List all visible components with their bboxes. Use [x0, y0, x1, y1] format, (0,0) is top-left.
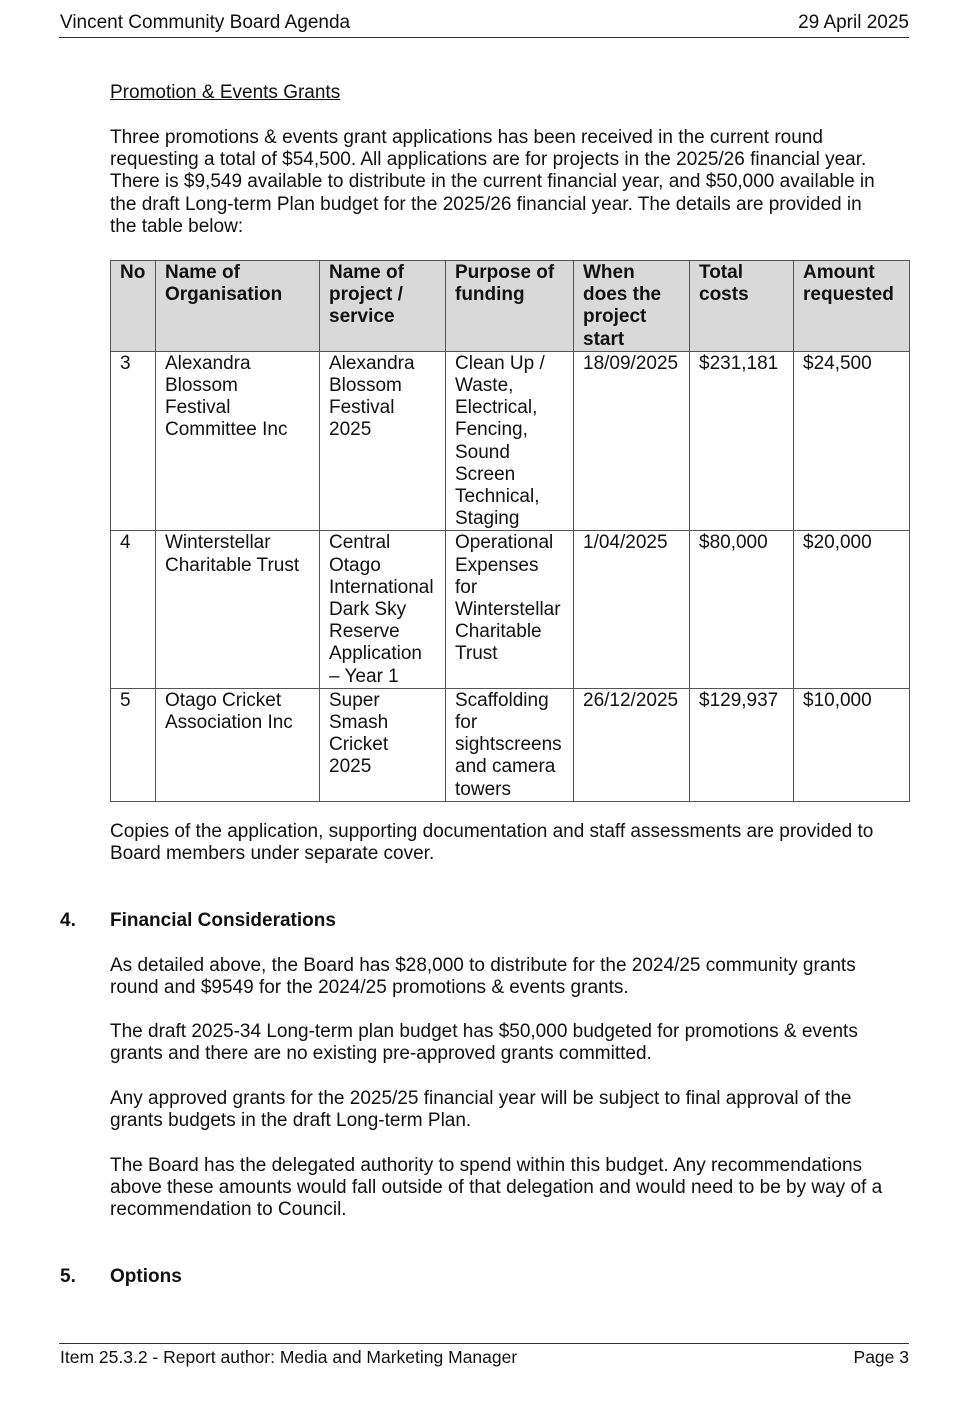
- text-line: Board members under separate cover.: [110, 843, 435, 865]
- header-cell-no: No: [111, 261, 156, 352]
- cell-organisation: Alexandra Blossom Festival Committee Inc: [156, 351, 320, 531]
- table-row: [111, 351, 910, 531]
- financial-paragraph-3: [110, 1088, 910, 1132]
- header-date: 29 April 2025: [798, 12, 909, 33]
- section-5-number: 5.: [60, 1266, 76, 1287]
- cell-organisation: Otago Cricket Association Inc: [156, 688, 320, 801]
- text-line: above these amounts would fall outside of that delegation and would need to be by way of a: [110, 1177, 883, 1199]
- text-line: Any approved grants for the 2025/25 financial year will be subject to final approval of the: [110, 1088, 852, 1109]
- cell-no: 4: [111, 531, 156, 688]
- footer-page-number: Page 3: [853, 1347, 909, 1367]
- text-line: recommendation to Council.: [110, 1199, 347, 1221]
- header-cell-project: Name of project / service: [320, 261, 446, 352]
- text-line: the draft Long-term Plan budget for the 2025/26 financial year. The details are provided in: [110, 193, 862, 215]
- footer-item-reference: Item 25.3.2 - Report author: Media and Marketing Manager: [60, 1347, 518, 1367]
- text-line: The draft 2025-34 Long-term plan budget has $50,000 budgeted for promotions & events: [110, 1021, 858, 1042]
- text-line: requesting a total of $54,500. All applications are for projects in the 2025/26 financial year.: [110, 149, 867, 171]
- cell-purpose: Scaffolding for sightscreens and camera towers: [446, 688, 574, 801]
- promo-heading: Promotion & Events Grants: [110, 82, 341, 103]
- text-line: Three promotions & events grant applications has been received in the current round: [110, 127, 823, 148]
- cell-project: Central Otago International Dark Sky Reserve Application – Year 1: [320, 531, 446, 688]
- cell-total: $129,937: [690, 688, 794, 801]
- text-line: There is $9,549 available to distribute in the current financial year, and $50,000 available in: [110, 171, 875, 193]
- cell-no: 5: [111, 688, 156, 801]
- section-4-title: Financial Considerations: [110, 910, 336, 931]
- header-divider: [59, 37, 909, 38]
- header-cell-start: When does the project start: [574, 261, 690, 352]
- section-5-title: Options: [110, 1266, 182, 1287]
- financial-paragraph-4: [110, 1155, 910, 1222]
- financial-paragraph-2: [110, 1021, 910, 1065]
- cell-requested: $24,500: [794, 351, 910, 531]
- cell-project: Alexandra Blossom Festival 2025: [320, 351, 446, 531]
- cell-requested: $20,000: [794, 531, 910, 688]
- text-line: the table below:: [110, 215, 244, 237]
- text-line: grants budgets in the draft Long-term Plan.: [110, 1110, 472, 1132]
- text-line: Copies of the application, supporting documentation and staff assessments are provided to: [110, 821, 874, 842]
- cell-start: 26/12/2025: [574, 688, 690, 801]
- section-4-number: 4.: [60, 910, 76, 931]
- cell-requested: $10,000: [794, 688, 910, 801]
- grants-table: [110, 260, 910, 802]
- header-cell-organisation: Name of Organisation: [156, 261, 320, 352]
- cell-no: 3: [111, 351, 156, 531]
- cell-project: Super Smash Cricket 2025: [320, 688, 446, 801]
- cell-start: 18/09/2025: [574, 351, 690, 531]
- text-line: The Board has the delegated authority to spend within this budget. Any recommendations: [110, 1155, 863, 1176]
- header-cell-requested: Amount requested: [794, 261, 910, 352]
- text-line: grants and there are no existing pre-approved grants committed.: [110, 1043, 652, 1065]
- promo-intro-paragraph: [110, 127, 910, 238]
- financial-paragraph-1: [110, 955, 910, 999]
- cell-organisation: Winterstellar Charitable Trust: [156, 531, 320, 688]
- cell-start: 1/04/2025: [574, 531, 690, 688]
- table-row: [111, 688, 910, 801]
- table-row: [111, 531, 910, 688]
- table-header-row: [111, 261, 910, 352]
- header-cell-purpose: Purpose of funding: [446, 261, 574, 352]
- cell-purpose: Clean Up / Waste, Electrical, Fencing, Sound Screen Technical, Staging: [446, 351, 574, 531]
- text-line: round and $9549 for the 2024/25 promotions & events grants.: [110, 977, 629, 999]
- copies-paragraph: [110, 821, 910, 865]
- header-title: Vincent Community Board Agenda: [60, 12, 351, 33]
- cell-total: $231,181: [690, 351, 794, 531]
- cell-total: $80,000: [690, 531, 794, 688]
- cell-purpose: Operational Expenses for Winterstellar Charitable Trust: [446, 531, 574, 688]
- header-cell-total: Total costs: [690, 261, 794, 352]
- text-line: As detailed above, the Board has $28,000 to distribute for the 2024/25 community grants: [110, 955, 856, 976]
- footer-divider: [59, 1343, 909, 1344]
